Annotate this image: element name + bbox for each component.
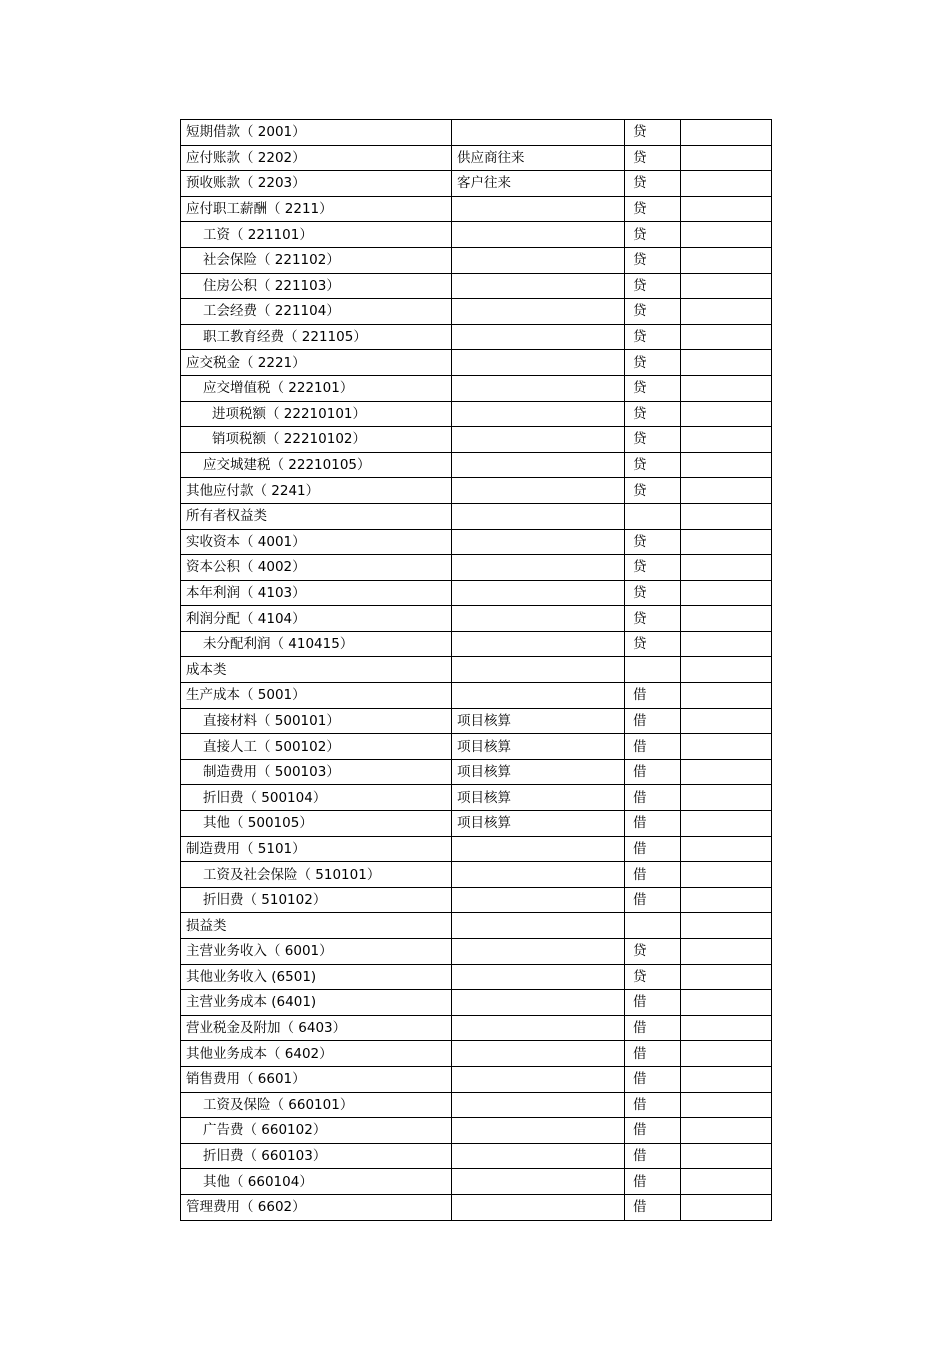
balance-direction-cell: 借 bbox=[625, 1041, 681, 1067]
balance-direction-cell: 贷 bbox=[625, 375, 681, 401]
auxiliary-accounting-cell bbox=[452, 427, 625, 453]
table-row bbox=[181, 1041, 772, 1067]
balance-direction-cell: 借 bbox=[625, 887, 681, 913]
table-row bbox=[181, 350, 772, 376]
empty-cell bbox=[681, 555, 772, 581]
empty-cell bbox=[681, 529, 772, 555]
account-name-cell: 本年利润（ 4103） bbox=[181, 580, 452, 606]
account-name-cell: 应交税金（ 2221） bbox=[181, 350, 452, 376]
empty-cell bbox=[681, 1143, 772, 1169]
table-row bbox=[181, 375, 772, 401]
account-table-body bbox=[181, 120, 772, 1221]
table-row bbox=[181, 222, 772, 248]
auxiliary-accounting-cell bbox=[452, 247, 625, 273]
balance-direction-cell: 贷 bbox=[625, 401, 681, 427]
table-row bbox=[181, 657, 772, 683]
balance-direction-cell: 贷 bbox=[625, 452, 681, 478]
account-name-cell: 工会经费（ 221104） bbox=[181, 299, 452, 325]
account-name-cell: 损益类 bbox=[181, 913, 452, 939]
auxiliary-accounting-cell bbox=[452, 478, 625, 504]
balance-direction-cell: 贷 bbox=[625, 580, 681, 606]
account-name-cell: 折旧费（ 660103） bbox=[181, 1143, 452, 1169]
empty-cell bbox=[681, 913, 772, 939]
account-name-cell: 资本公积（ 4002） bbox=[181, 555, 452, 581]
table-row bbox=[181, 478, 772, 504]
table-row bbox=[181, 683, 772, 709]
auxiliary-accounting-cell bbox=[452, 1118, 625, 1144]
account-name-cell: 住房公积（ 221103） bbox=[181, 273, 452, 299]
auxiliary-accounting-cell: 项目核算 bbox=[452, 734, 625, 760]
empty-cell bbox=[681, 1169, 772, 1195]
auxiliary-accounting-cell bbox=[452, 913, 625, 939]
empty-cell bbox=[681, 427, 772, 453]
table-row bbox=[181, 836, 772, 862]
auxiliary-accounting-cell bbox=[452, 887, 625, 913]
balance-direction-cell: 借 bbox=[625, 990, 681, 1016]
balance-direction-cell: 借 bbox=[625, 1194, 681, 1220]
account-name-cell: 应付职工薪酬（ 2211） bbox=[181, 196, 452, 222]
empty-cell bbox=[681, 657, 772, 683]
auxiliary-accounting-cell bbox=[452, 529, 625, 555]
balance-direction-cell: 贷 bbox=[625, 606, 681, 632]
account-table bbox=[180, 119, 772, 1221]
table-row bbox=[181, 939, 772, 965]
table-row bbox=[181, 785, 772, 811]
auxiliary-accounting-cell bbox=[452, 631, 625, 657]
account-name-cell: 销项税额（ 22210102） bbox=[181, 427, 452, 453]
table-row bbox=[181, 452, 772, 478]
table-row bbox=[181, 171, 772, 197]
balance-direction-cell: 借 bbox=[625, 683, 681, 709]
balance-direction-cell: 借 bbox=[625, 811, 681, 837]
empty-cell bbox=[681, 145, 772, 171]
account-name-cell: 进项税额（ 22210101） bbox=[181, 401, 452, 427]
balance-direction-cell: 贷 bbox=[625, 273, 681, 299]
empty-cell bbox=[681, 478, 772, 504]
table-row bbox=[181, 1066, 772, 1092]
empty-cell bbox=[681, 273, 772, 299]
table-row bbox=[181, 862, 772, 888]
table-row bbox=[181, 145, 772, 171]
balance-direction-cell: 贷 bbox=[625, 555, 681, 581]
balance-direction-cell bbox=[625, 913, 681, 939]
balance-direction-cell: 借 bbox=[625, 759, 681, 785]
account-name-cell: 广告费（ 660102） bbox=[181, 1118, 452, 1144]
account-name-cell: 应交增值税（ 222101） bbox=[181, 375, 452, 401]
empty-cell bbox=[681, 939, 772, 965]
empty-cell bbox=[681, 299, 772, 325]
account-name-cell: 主营业务成本 (6401) bbox=[181, 990, 452, 1016]
empty-cell bbox=[681, 1015, 772, 1041]
account-name-cell: 制造费用（ 5101） bbox=[181, 836, 452, 862]
empty-cell bbox=[681, 683, 772, 709]
auxiliary-accounting-cell bbox=[452, 606, 625, 632]
table-row bbox=[181, 631, 772, 657]
empty-cell bbox=[681, 964, 772, 990]
auxiliary-accounting-cell bbox=[452, 862, 625, 888]
auxiliary-accounting-cell bbox=[452, 1194, 625, 1220]
balance-direction-cell bbox=[625, 503, 681, 529]
account-name-cell: 短期借款（ 2001） bbox=[181, 120, 452, 146]
auxiliary-accounting-cell bbox=[452, 503, 625, 529]
account-name-cell: 利润分配（ 4104） bbox=[181, 606, 452, 632]
table-row bbox=[181, 503, 772, 529]
balance-direction-cell: 借 bbox=[625, 785, 681, 811]
empty-cell bbox=[681, 1041, 772, 1067]
empty-cell bbox=[681, 1092, 772, 1118]
account-name-cell: 生产成本（ 5001） bbox=[181, 683, 452, 709]
balance-direction-cell: 贷 bbox=[625, 478, 681, 504]
balance-direction-cell: 借 bbox=[625, 836, 681, 862]
balance-direction-cell: 贷 bbox=[625, 529, 681, 555]
balance-direction-cell: 贷 bbox=[625, 145, 681, 171]
auxiliary-accounting-cell: 客户往来 bbox=[452, 171, 625, 197]
account-name-cell: 工资及社会保险（ 510101） bbox=[181, 862, 452, 888]
account-name-cell: 职工教育经费（ 221105） bbox=[181, 324, 452, 350]
table-row bbox=[181, 734, 772, 760]
table-row bbox=[181, 759, 772, 785]
empty-cell bbox=[681, 811, 772, 837]
empty-cell bbox=[681, 324, 772, 350]
table-row bbox=[181, 1118, 772, 1144]
account-name-cell: 其他（ 660104） bbox=[181, 1169, 452, 1195]
account-name-cell: 工资及保险（ 660101） bbox=[181, 1092, 452, 1118]
account-name-cell: 其他业务收入 (6501) bbox=[181, 964, 452, 990]
empty-cell bbox=[681, 196, 772, 222]
auxiliary-accounting-cell bbox=[452, 273, 625, 299]
empty-cell bbox=[681, 580, 772, 606]
account-name-cell: 成本类 bbox=[181, 657, 452, 683]
account-name-cell: 销售费用（ 6601） bbox=[181, 1066, 452, 1092]
balance-direction-cell: 借 bbox=[625, 1015, 681, 1041]
empty-cell bbox=[681, 120, 772, 146]
account-name-cell: 折旧费（ 500104） bbox=[181, 785, 452, 811]
auxiliary-accounting-cell bbox=[452, 196, 625, 222]
empty-cell bbox=[681, 247, 772, 273]
table-row bbox=[181, 1015, 772, 1041]
balance-direction-cell: 贷 bbox=[625, 196, 681, 222]
auxiliary-accounting-cell: 项目核算 bbox=[452, 759, 625, 785]
auxiliary-accounting-cell bbox=[452, 580, 625, 606]
empty-cell bbox=[681, 785, 772, 811]
balance-direction-cell: 借 bbox=[625, 1143, 681, 1169]
table-row bbox=[181, 811, 772, 837]
auxiliary-accounting-cell: 项目核算 bbox=[452, 785, 625, 811]
table-row bbox=[181, 247, 772, 273]
balance-direction-cell: 借 bbox=[625, 708, 681, 734]
balance-direction-cell: 借 bbox=[625, 1118, 681, 1144]
balance-direction-cell: 借 bbox=[625, 734, 681, 760]
account-name-cell: 其他业务成本（ 6402） bbox=[181, 1041, 452, 1067]
table-row bbox=[181, 1169, 772, 1195]
balance-direction-cell: 贷 bbox=[625, 299, 681, 325]
empty-cell bbox=[681, 375, 772, 401]
empty-cell bbox=[681, 887, 772, 913]
auxiliary-accounting-cell: 项目核算 bbox=[452, 811, 625, 837]
account-name-cell: 实收资本（ 4001） bbox=[181, 529, 452, 555]
empty-cell bbox=[681, 1066, 772, 1092]
account-name-cell: 社会保险（ 221102） bbox=[181, 247, 452, 273]
auxiliary-accounting-cell bbox=[452, 401, 625, 427]
empty-cell bbox=[681, 836, 772, 862]
empty-cell bbox=[681, 171, 772, 197]
balance-direction-cell bbox=[625, 657, 681, 683]
auxiliary-accounting-cell bbox=[452, 1015, 625, 1041]
empty-cell bbox=[681, 452, 772, 478]
auxiliary-accounting-cell bbox=[452, 1092, 625, 1118]
table-row bbox=[181, 196, 772, 222]
account-name-cell: 营业税金及附加（ 6403） bbox=[181, 1015, 452, 1041]
account-name-cell: 应交城建税（ 22210105） bbox=[181, 452, 452, 478]
account-name-cell: 管理费用（ 6602） bbox=[181, 1194, 452, 1220]
table-row bbox=[181, 580, 772, 606]
table-row bbox=[181, 1143, 772, 1169]
table-row bbox=[181, 990, 772, 1016]
auxiliary-accounting-cell bbox=[452, 299, 625, 325]
auxiliary-accounting-cell bbox=[452, 939, 625, 965]
empty-cell bbox=[681, 708, 772, 734]
account-name-cell: 直接人工（ 500102） bbox=[181, 734, 452, 760]
balance-direction-cell: 贷 bbox=[625, 350, 681, 376]
empty-cell bbox=[681, 990, 772, 1016]
account-name-cell: 应付账款（ 2202） bbox=[181, 145, 452, 171]
auxiliary-accounting-cell: 项目核算 bbox=[452, 708, 625, 734]
table-row bbox=[181, 273, 772, 299]
auxiliary-accounting-cell: 供应商往来 bbox=[452, 145, 625, 171]
table-row bbox=[181, 913, 772, 939]
empty-cell bbox=[681, 401, 772, 427]
account-name-cell: 折旧费（ 510102） bbox=[181, 887, 452, 913]
account-name-cell: 工资（ 221101） bbox=[181, 222, 452, 248]
table-row bbox=[181, 555, 772, 581]
table-row bbox=[181, 1092, 772, 1118]
empty-cell bbox=[681, 759, 772, 785]
auxiliary-accounting-cell bbox=[452, 1066, 625, 1092]
table-row bbox=[181, 299, 772, 325]
account-name-cell: 未分配利润（ 410415） bbox=[181, 631, 452, 657]
empty-cell bbox=[681, 350, 772, 376]
auxiliary-accounting-cell bbox=[452, 1041, 625, 1067]
auxiliary-accounting-cell bbox=[452, 222, 625, 248]
auxiliary-accounting-cell bbox=[452, 375, 625, 401]
balance-direction-cell: 贷 bbox=[625, 964, 681, 990]
table-row bbox=[181, 427, 772, 453]
auxiliary-accounting-cell bbox=[452, 324, 625, 350]
balance-direction-cell: 贷 bbox=[625, 427, 681, 453]
table-row bbox=[181, 887, 772, 913]
balance-direction-cell: 贷 bbox=[625, 171, 681, 197]
table-row bbox=[181, 708, 772, 734]
auxiliary-accounting-cell bbox=[452, 964, 625, 990]
account-name-cell: 所有者权益类 bbox=[181, 503, 452, 529]
table-row bbox=[181, 529, 772, 555]
auxiliary-accounting-cell bbox=[452, 683, 625, 709]
empty-cell bbox=[681, 631, 772, 657]
empty-cell bbox=[681, 606, 772, 632]
auxiliary-accounting-cell bbox=[452, 1143, 625, 1169]
account-name-cell: 其他应付款（ 2241） bbox=[181, 478, 452, 504]
auxiliary-accounting-cell bbox=[452, 555, 625, 581]
auxiliary-accounting-cell bbox=[452, 452, 625, 478]
empty-cell bbox=[681, 1194, 772, 1220]
empty-cell bbox=[681, 503, 772, 529]
table-row bbox=[181, 606, 772, 632]
table-row bbox=[181, 964, 772, 990]
empty-cell bbox=[681, 862, 772, 888]
balance-direction-cell: 借 bbox=[625, 1092, 681, 1118]
auxiliary-accounting-cell bbox=[452, 350, 625, 376]
balance-direction-cell: 借 bbox=[625, 862, 681, 888]
auxiliary-accounting-cell bbox=[452, 990, 625, 1016]
account-name-cell: 其他（ 500105） bbox=[181, 811, 452, 837]
account-name-cell: 直接材料（ 500101） bbox=[181, 708, 452, 734]
empty-cell bbox=[681, 222, 772, 248]
balance-direction-cell: 贷 bbox=[625, 120, 681, 146]
table-row bbox=[181, 120, 772, 146]
empty-cell bbox=[681, 1118, 772, 1144]
balance-direction-cell: 贷 bbox=[625, 324, 681, 350]
balance-direction-cell: 贷 bbox=[625, 222, 681, 248]
table-row bbox=[181, 324, 772, 350]
empty-cell bbox=[681, 734, 772, 760]
account-name-cell: 预收账款（ 2203） bbox=[181, 171, 452, 197]
table-row bbox=[181, 1194, 772, 1220]
auxiliary-accounting-cell bbox=[452, 836, 625, 862]
account-name-cell: 制造费用（ 500103） bbox=[181, 759, 452, 785]
auxiliary-accounting-cell bbox=[452, 120, 625, 146]
table-row bbox=[181, 401, 772, 427]
auxiliary-accounting-cell bbox=[452, 657, 625, 683]
balance-direction-cell: 贷 bbox=[625, 939, 681, 965]
balance-direction-cell: 借 bbox=[625, 1169, 681, 1195]
auxiliary-accounting-cell bbox=[452, 1169, 625, 1195]
account-name-cell: 主营业务收入（ 6001） bbox=[181, 939, 452, 965]
balance-direction-cell: 借 bbox=[625, 1066, 681, 1092]
balance-direction-cell: 贷 bbox=[625, 247, 681, 273]
balance-direction-cell: 贷 bbox=[625, 631, 681, 657]
